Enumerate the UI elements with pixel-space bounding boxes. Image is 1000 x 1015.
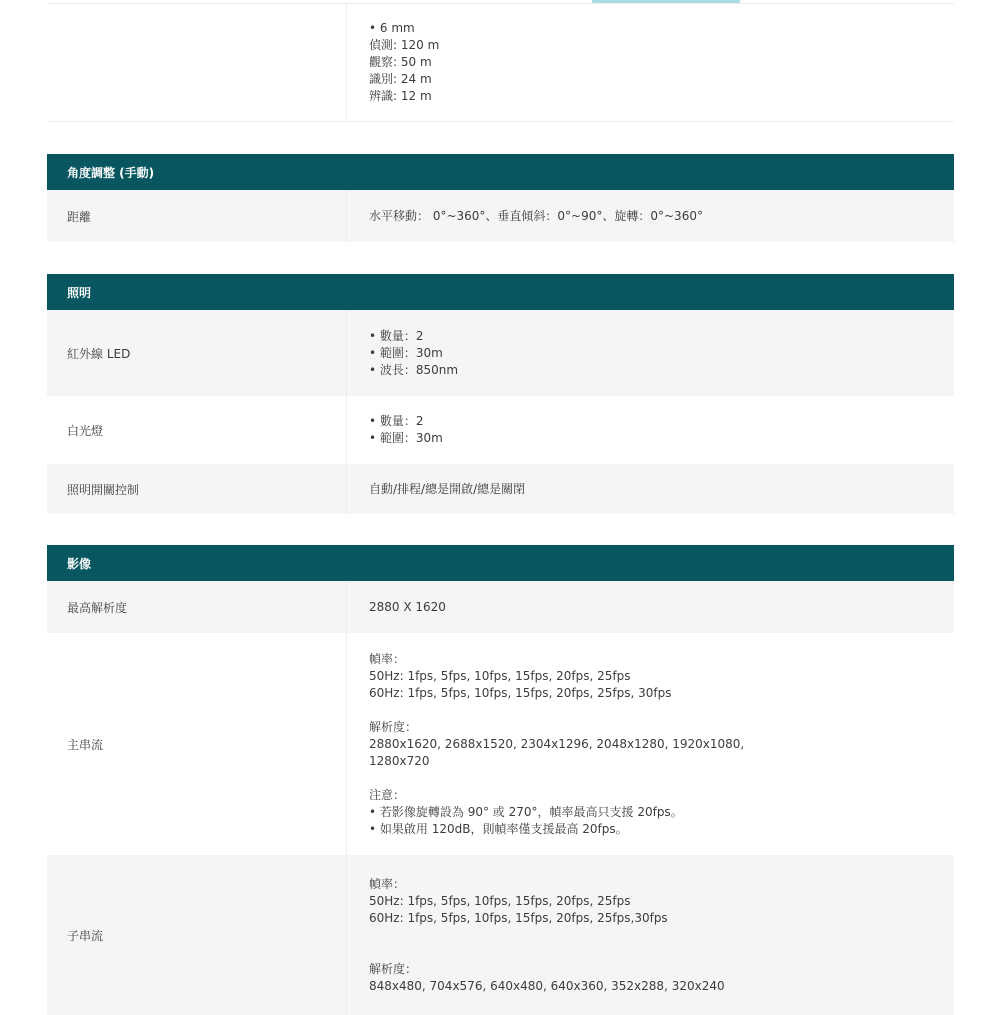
value-line: 50Hz: 1fps, 5fps, 10fps, 15fps, 20fps, 25fps <box>369 893 631 908</box>
spec-value <box>347 581 954 633</box>
line-gap <box>369 944 954 961</box>
line-gap <box>369 702 954 719</box>
spec-row <box>47 310 954 396</box>
value-line: • 範圍：30m <box>369 431 443 445</box>
spec-value <box>347 464 954 514</box>
value-line: 自動/排程/總是開啟/總是關閉 <box>369 481 526 496</box>
spec-label: 照明開關控制 <box>47 464 347 514</box>
value-line: • 若影像旋轉設為 90° 或 270°，幀率最高只支援 20fps。 <box>369 804 683 819</box>
spec-section-angle <box>47 154 954 242</box>
spec-label: 最高解析度 <box>47 581 347 633</box>
section-header: 照明 <box>47 274 954 310</box>
value-line: 2880x1620, 2688x1520, 2304x1296, 2048x1280, 1920x1080, <box>369 736 745 751</box>
spec-label: 距離 <box>47 190 347 242</box>
value-line: 幀率： <box>369 651 406 666</box>
spec-label <box>47 4 347 121</box>
spec-value <box>347 396 954 464</box>
value-line: • 數量：2 <box>369 414 424 428</box>
value-line: 1280x720 <box>369 753 430 768</box>
value-line: 解析度： <box>369 719 418 734</box>
line-gap <box>369 770 954 787</box>
spec-value <box>347 855 954 1015</box>
value-line: 60Hz: 1fps, 5fps, 10fps, 15fps, 20fps, 25fps, 30fps <box>369 685 672 700</box>
spec-table-lens <box>47 4 954 122</box>
line-gap <box>369 927 954 944</box>
spec-value <box>347 4 954 121</box>
spec-label: 白光燈 <box>47 396 347 464</box>
value-line: 注意： <box>369 787 406 802</box>
spec-label: 主串流 <box>47 633 347 855</box>
value-line: 辨識: 12 m <box>369 89 432 103</box>
spec-label: 紅外線 LED <box>47 310 347 396</box>
value-line: 848x480, 704x576, 640x480, 640x360, 352x288, 320x240 <box>369 978 725 993</box>
spec-value <box>347 190 954 242</box>
spec-value <box>347 633 954 855</box>
spec-row <box>47 396 954 464</box>
spec-row <box>47 633 954 855</box>
section-header: 角度調整 (手動) <box>47 154 954 190</box>
value-line: • 波長：850nm <box>369 362 459 377</box>
section-header: 影像 <box>47 545 954 581</box>
value-line: 50Hz: 1fps, 5fps, 10fps, 15fps, 20fps, 25fps <box>369 668 631 683</box>
value-line: • 如果啟用 120dB，則幀率僅支援最高 20fps。 <box>369 821 628 836</box>
value-line: 解析度： <box>369 961 418 976</box>
value-line: 水平移動： 0°~360°、垂直傾斜：0°~90°、旋轉：0°~360° <box>369 208 703 223</box>
spec-section-video <box>47 545 954 1015</box>
value-line: 識別: 24 m <box>369 72 432 86</box>
value-line: 觀察: 50 m <box>369 55 432 69</box>
spec-label: 子串流 <box>47 855 347 1015</box>
spec-section-lighting <box>47 274 954 514</box>
value-line: • 數量：2 <box>369 328 424 343</box>
value-line: 60Hz: 1fps, 5fps, 10fps, 15fps, 20fps, 25fps,30fps <box>369 910 668 925</box>
value-line: 2880 X 1620 <box>369 599 446 614</box>
value-line: 偵測: 120 m <box>369 38 440 52</box>
spec-row <box>47 464 954 514</box>
spec-row <box>47 190 954 242</box>
spec-row-lens <box>47 4 954 122</box>
value-line: • 範圍：30m <box>369 345 443 360</box>
spec-row <box>47 581 954 633</box>
spec-row <box>47 855 954 1015</box>
value-line: • 6 mm <box>369 21 415 35</box>
value-line: 幀率： <box>369 876 406 891</box>
spec-value <box>347 310 954 396</box>
